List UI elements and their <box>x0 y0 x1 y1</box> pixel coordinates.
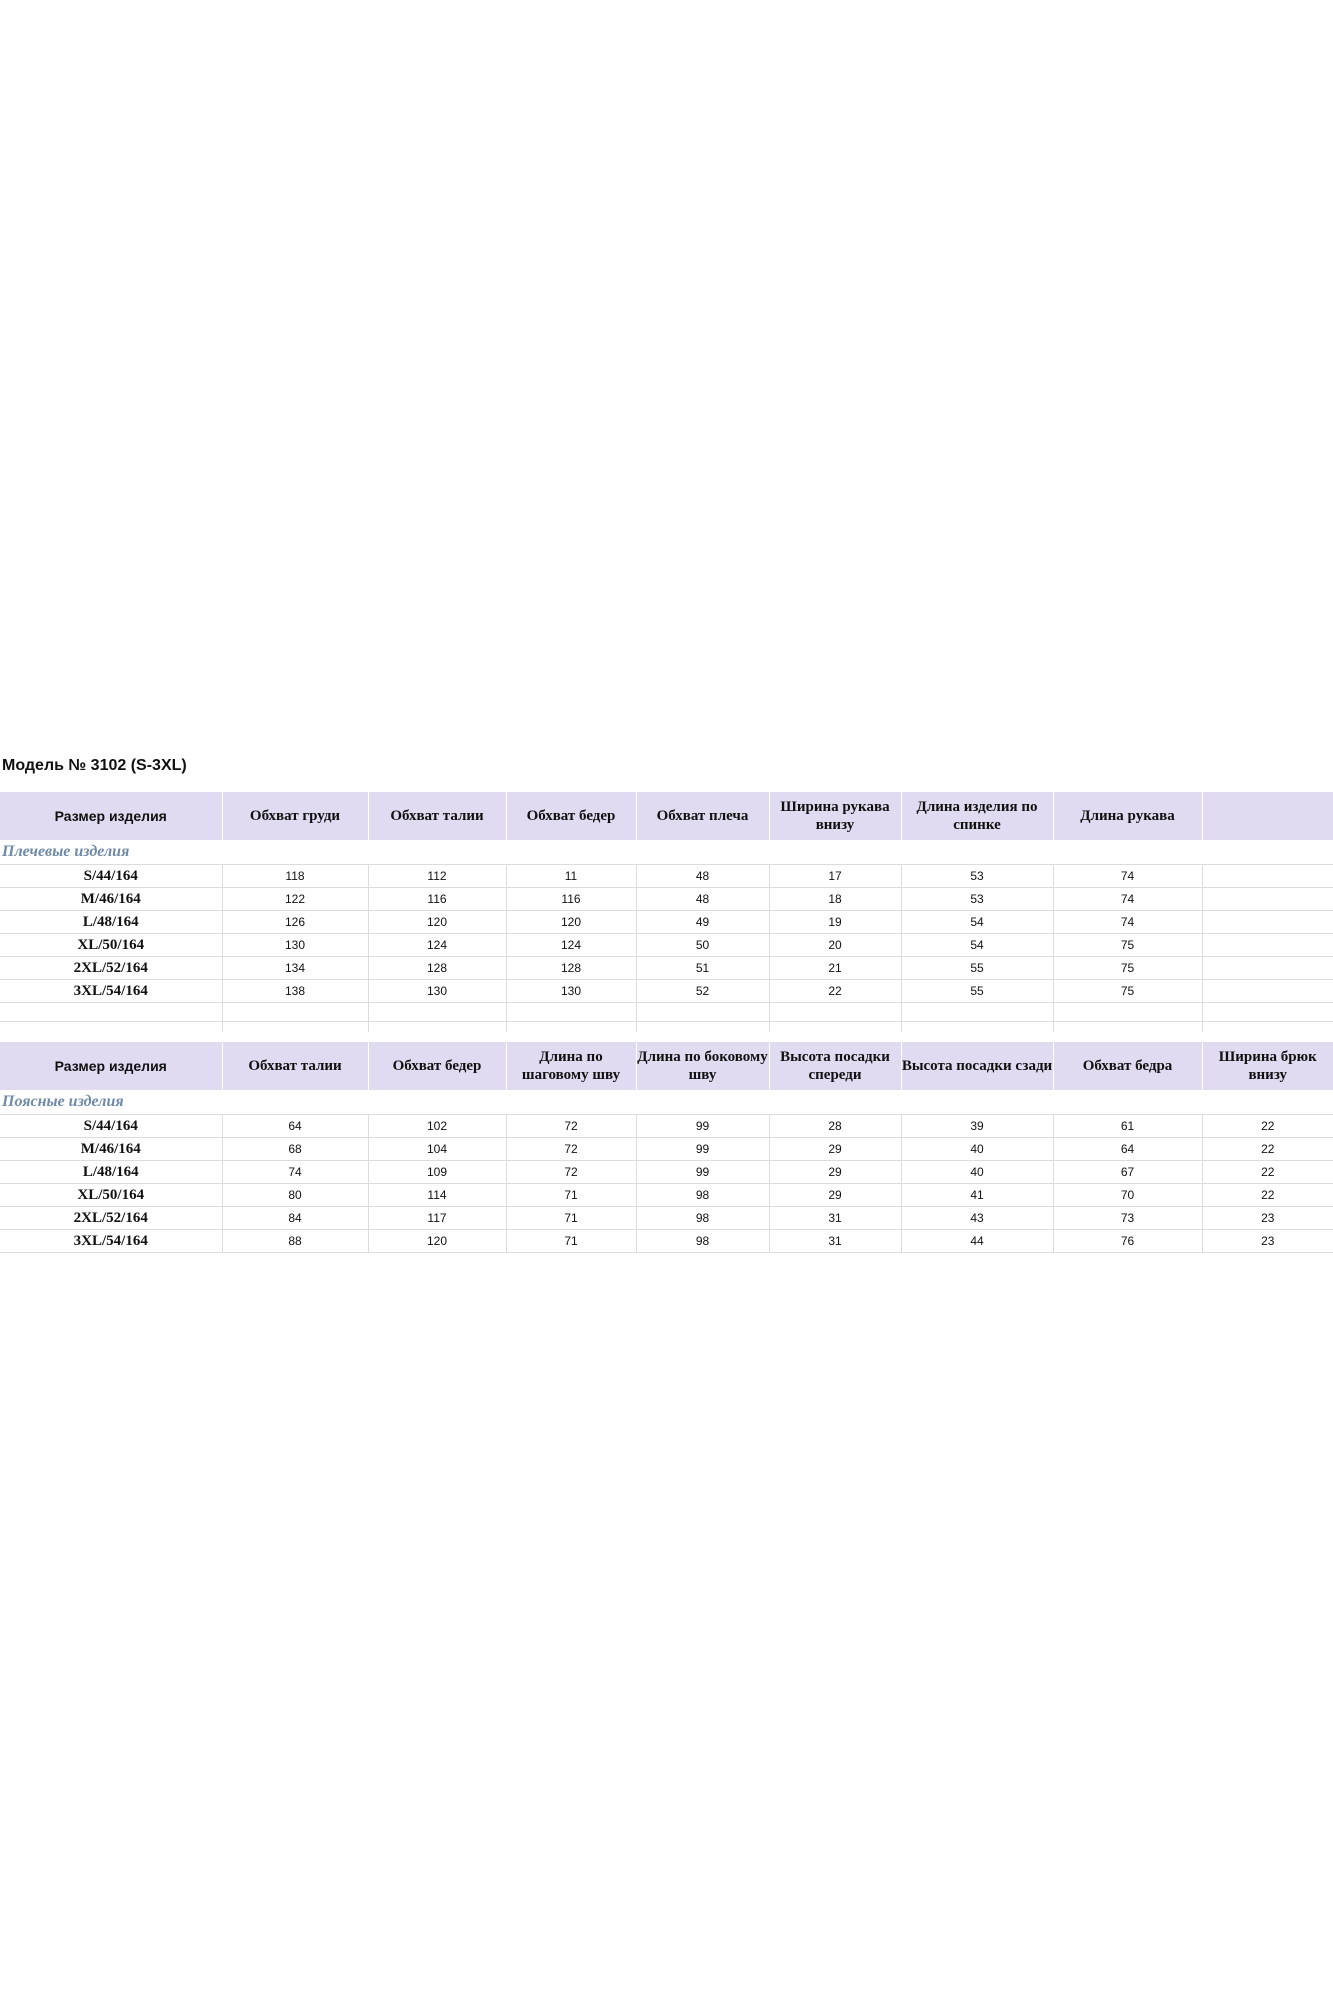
value-cell <box>1202 934 1333 957</box>
empty-cell <box>1053 1022 1202 1033</box>
empty-row <box>0 1003 1333 1022</box>
value-cell: 76 <box>1053 1230 1202 1253</box>
value-cell: 73 <box>1053 1207 1202 1230</box>
size-cell: M/46/164 <box>0 1138 222 1161</box>
column-header: Высота посадки спереди <box>769 1042 901 1090</box>
value-cell: 29 <box>769 1138 901 1161</box>
table-row <box>0 934 1333 957</box>
value-cell: 98 <box>636 1230 769 1253</box>
value-cell: 74 <box>1053 865 1202 888</box>
value-cell: 71 <box>506 1230 636 1253</box>
column-header: Обхват плеча <box>636 792 769 840</box>
value-cell: 53 <box>901 888 1053 911</box>
value-cell: 99 <box>636 1115 769 1138</box>
model-title: Модель № 3102 (S-3XL) <box>2 757 187 774</box>
table-row <box>0 980 1333 1003</box>
value-cell: 122 <box>222 888 368 911</box>
value-cell: 120 <box>506 911 636 934</box>
value-cell: 22 <box>1202 1161 1333 1184</box>
value-cell: 138 <box>222 980 368 1003</box>
value-cell: 74 <box>1053 911 1202 934</box>
value-cell <box>1202 911 1333 934</box>
value-cell: 50 <box>636 934 769 957</box>
table-row <box>0 865 1333 888</box>
value-cell: 44 <box>901 1230 1053 1253</box>
column-header: Размер изделия <box>0 1042 222 1090</box>
value-cell: 130 <box>506 980 636 1003</box>
column-header: Обхват бедер <box>506 792 636 840</box>
value-cell: 128 <box>506 957 636 980</box>
value-cell: 51 <box>636 957 769 980</box>
value-cell: 70 <box>1053 1184 1202 1207</box>
value-cell <box>1202 888 1333 911</box>
size-cell: M/46/164 <box>0 888 222 911</box>
table-row <box>0 1138 1333 1161</box>
value-cell: 19 <box>769 911 901 934</box>
empty-cell <box>506 1003 636 1022</box>
value-cell: 43 <box>901 1207 1053 1230</box>
value-cell: 124 <box>506 934 636 957</box>
value-cell: 117 <box>368 1207 506 1230</box>
value-cell: 84 <box>222 1207 368 1230</box>
column-header: Высота посадки сзади <box>901 1042 1053 1090</box>
value-cell: 74 <box>1053 888 1202 911</box>
size-cell: XL/50/164 <box>0 934 222 957</box>
size-cell: XL/50/164 <box>0 1184 222 1207</box>
value-cell: 130 <box>368 980 506 1003</box>
size-cell: 3XL/54/164 <box>0 980 222 1003</box>
value-cell: 120 <box>368 1230 506 1253</box>
value-cell: 28 <box>769 1115 901 1138</box>
value-cell: 134 <box>222 957 368 980</box>
table-row <box>0 957 1333 980</box>
empty-cell <box>769 1022 901 1033</box>
table-row <box>0 1207 1333 1230</box>
value-cell: 98 <box>636 1184 769 1207</box>
value-cell: 22 <box>1202 1184 1333 1207</box>
value-cell: 52 <box>636 980 769 1003</box>
column-header: Обхват талии <box>222 1042 368 1090</box>
empty-cell <box>222 1022 368 1033</box>
column-header: Обхват груди <box>222 792 368 840</box>
section-label: Плечевые изделия <box>0 840 1333 865</box>
empty-cell <box>636 1022 769 1033</box>
column-header: Длина рукава <box>1053 792 1202 840</box>
empty-cell <box>901 1022 1053 1033</box>
value-cell: 29 <box>769 1161 901 1184</box>
value-cell: 68 <box>222 1138 368 1161</box>
value-cell: 71 <box>506 1184 636 1207</box>
value-cell: 48 <box>636 865 769 888</box>
value-cell: 20 <box>769 934 901 957</box>
value-cell: 49 <box>636 911 769 934</box>
table-row <box>0 911 1333 934</box>
value-cell: 124 <box>368 934 506 957</box>
value-cell: 75 <box>1053 957 1202 980</box>
value-cell: 88 <box>222 1230 368 1253</box>
empty-cell <box>1202 1003 1333 1022</box>
column-header: Обхват бедра <box>1053 1042 1202 1090</box>
value-cell <box>1202 957 1333 980</box>
value-cell: 104 <box>368 1138 506 1161</box>
table-row <box>0 1161 1333 1184</box>
empty-cell <box>901 1003 1053 1022</box>
size-cell: L/48/164 <box>0 1161 222 1184</box>
gap-row <box>0 1022 1333 1033</box>
value-cell: 64 <box>222 1115 368 1138</box>
section-label: Поясные изделия <box>0 1090 1333 1115</box>
value-cell: 67 <box>1053 1161 1202 1184</box>
value-cell: 40 <box>901 1161 1053 1184</box>
section-row <box>0 1090 1333 1115</box>
value-cell: 22 <box>1202 1115 1333 1138</box>
value-cell: 29 <box>769 1184 901 1207</box>
value-cell: 126 <box>222 911 368 934</box>
size-cell: 2XL/52/164 <box>0 1207 222 1230</box>
value-cell: 31 <box>769 1230 901 1253</box>
value-cell: 72 <box>506 1161 636 1184</box>
value-cell: 102 <box>368 1115 506 1138</box>
size-cell: 2XL/52/164 <box>0 957 222 980</box>
value-cell: 75 <box>1053 934 1202 957</box>
value-cell: 22 <box>769 980 901 1003</box>
empty-cell <box>222 1003 368 1022</box>
value-cell: 31 <box>769 1207 901 1230</box>
value-cell: 114 <box>368 1184 506 1207</box>
value-cell: 74 <box>222 1161 368 1184</box>
column-header <box>1202 792 1333 840</box>
value-cell: 21 <box>769 957 901 980</box>
empty-cell <box>368 1003 506 1022</box>
value-cell: 53 <box>901 865 1053 888</box>
value-cell: 116 <box>368 888 506 911</box>
value-cell: 40 <box>901 1138 1053 1161</box>
empty-cell <box>1053 1003 1202 1022</box>
value-cell: 109 <box>368 1161 506 1184</box>
header-row <box>0 792 1333 840</box>
column-header: Обхват бедер <box>368 1042 506 1090</box>
value-cell: 130 <box>222 934 368 957</box>
value-cell: 116 <box>506 888 636 911</box>
value-cell: 75 <box>1053 980 1202 1003</box>
value-cell: 71 <box>506 1207 636 1230</box>
value-cell: 23 <box>1202 1230 1333 1253</box>
value-cell <box>1202 865 1333 888</box>
table-row <box>0 888 1333 911</box>
value-cell: 80 <box>222 1184 368 1207</box>
value-cell: 41 <box>901 1184 1053 1207</box>
empty-cell <box>368 1022 506 1033</box>
shoulder-size-table <box>0 792 1333 1032</box>
value-cell: 18 <box>769 888 901 911</box>
size-cell: S/44/164 <box>0 865 222 888</box>
value-cell: 118 <box>222 865 368 888</box>
value-cell: 99 <box>636 1138 769 1161</box>
empty-cell <box>0 1022 222 1033</box>
column-header: Обхват талии <box>368 792 506 840</box>
value-cell: 99 <box>636 1161 769 1184</box>
empty-cell <box>1202 1022 1333 1033</box>
value-cell: 39 <box>901 1115 1053 1138</box>
column-header: Ширина брюк внизу <box>1202 1042 1333 1090</box>
column-header: Длина изделия по спинке <box>901 792 1053 840</box>
table-row <box>0 1230 1333 1253</box>
value-cell: 54 <box>901 911 1053 934</box>
table-row <box>0 1184 1333 1207</box>
value-cell: 17 <box>769 865 901 888</box>
column-header: Длина по боковому шву <box>636 1042 769 1090</box>
column-header: Размер изделия <box>0 792 222 840</box>
size-cell: S/44/164 <box>0 1115 222 1138</box>
value-cell: 48 <box>636 888 769 911</box>
value-cell: 55 <box>901 957 1053 980</box>
value-cell: 112 <box>368 865 506 888</box>
value-cell: 120 <box>368 911 506 934</box>
value-cell: 98 <box>636 1207 769 1230</box>
column-header: Длина по шаговому шву <box>506 1042 636 1090</box>
value-cell: 72 <box>506 1138 636 1161</box>
empty-cell <box>506 1022 636 1033</box>
value-cell: 55 <box>901 980 1053 1003</box>
value-cell: 11 <box>506 865 636 888</box>
value-cell: 72 <box>506 1115 636 1138</box>
empty-cell <box>0 1003 222 1022</box>
value-cell: 23 <box>1202 1207 1333 1230</box>
size-cell: L/48/164 <box>0 911 222 934</box>
header-row <box>0 1042 1333 1090</box>
value-cell: 22 <box>1202 1138 1333 1161</box>
value-cell: 64 <box>1053 1138 1202 1161</box>
value-cell: 128 <box>368 957 506 980</box>
column-header: Ширина рукава внизу <box>769 792 901 840</box>
value-cell: 54 <box>901 934 1053 957</box>
waist-size-table <box>0 1042 1333 1253</box>
table-row <box>0 1115 1333 1138</box>
value-cell <box>1202 980 1333 1003</box>
empty-cell <box>769 1003 901 1022</box>
size-cell: 3XL/54/164 <box>0 1230 222 1253</box>
section-row <box>0 840 1333 865</box>
empty-cell <box>636 1003 769 1022</box>
value-cell: 61 <box>1053 1115 1202 1138</box>
